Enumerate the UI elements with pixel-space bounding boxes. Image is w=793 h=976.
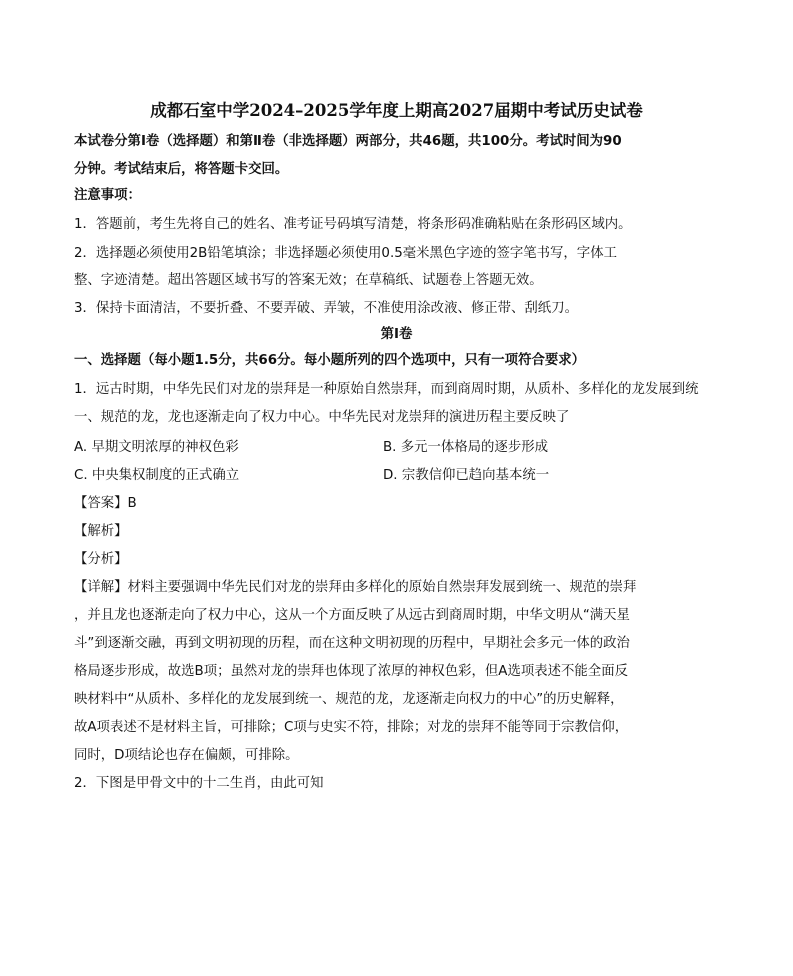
exam-title: 成都石室中学2024–2025学年度上期高2027届期中考试历史试卷 [150,101,643,120]
section-label: 第Ⅰ卷 [380,327,413,342]
q1-option-c: C. 中央集权制度的正式确立 [74,468,240,483]
notice-heading: 注意事项： [74,188,141,203]
section-heading: 一、选择题（每小题1.5分，共66分。每小题所列的四个选项中，只有一项符合要求） [74,353,586,368]
q1-fenxi-label: 【分析】 [74,552,128,567]
intro-line-1: 本试卷分第Ⅰ卷（选择题）和第Ⅱ卷（非选择题）两部分，共46题，共100分。考试时间为90 [74,134,622,149]
q1-detail-line: 【详解】材料主要强调中华先民们对龙的崇拜由多样化的原始自然崇拜发展到统一、规范的崇拜 [74,580,637,595]
q1-option-d: D. 宗教信仰已趋向基本统一 [383,468,550,483]
q1-stem-line-2: 一、规范的龙，龙也逐渐走向了权力中心。中华先民对龙崇拜的演进历程主要反映了 [74,410,570,425]
intro-line-2: 分钟。考试结束后，将答题卡交回。 [74,162,289,177]
notice-item-2a: 2．选择题必须使用2B铅笔填涂；非选择题必须使用0.5毫米黑色字迹的签字笔书写，字体工 [74,246,617,261]
q1-detail-line: 故A项表述不是材料主旨，可排除；C项与史实不符，排除；对龙的崇拜不能等同于宗教信仰， [74,720,629,735]
q2-stem: 2．下图是甲骨文中的十二生肖，由此可知 [74,776,324,791]
q1-detail-line: 格局逐步形成，故选B项；虽然对龙的崇拜也体现了浓厚的神权色彩，但A选项表述不能全面反 [74,664,628,679]
notice-item-3: 3．保持卡面清洁，不要折叠、不要弄破、弄皱，不准使用涂改液、修正带、刮纸刀。 [74,301,578,316]
q1-stem-line-1: 1．远古时期，中华先民们对龙的崇拜是一种原始自然崇拜，而到商周时期，从质朴、多样化的龙发展到统 [74,382,699,397]
q1-answer: 【答案】B [74,496,137,511]
q1-detail-line: 映材料中“从质朴、多样化的龙发展到统一、规范的龙，龙逐渐走向权力的中心”的历史解释， [74,692,624,707]
q1-analysis-label: 【解析】 [74,524,128,539]
notice-item-2b: 整、字迹清楚。超出答题区域书写的答案无效；在草稿纸、试题卷上答题无效。 [74,273,543,288]
q1-option-b: B. 多元一体格局的逐步形成 [383,440,548,455]
q1-option-a: A. 早期文明浓厚的神权色彩 [74,440,239,455]
q1-detail-line: 同时，D项结论也存在偏颇，可排除。 [74,748,299,763]
notice-item-1: 1．答题前，考生先将自己的姓名、准考证号码填写清楚，将条形码准确粘贴在条形码区域内。 [74,217,632,232]
q1-detail-line: 斗”到逐渐交融，再到文明初现的历程，而在这种文明初现的历程中，早期社会多元一体的政治 [74,636,630,651]
q1-detail-line: ，并且龙也逐渐走向了权力中心，这从一个方面反映了从远古到商周时期，中华文明从“满天星 [74,608,630,623]
